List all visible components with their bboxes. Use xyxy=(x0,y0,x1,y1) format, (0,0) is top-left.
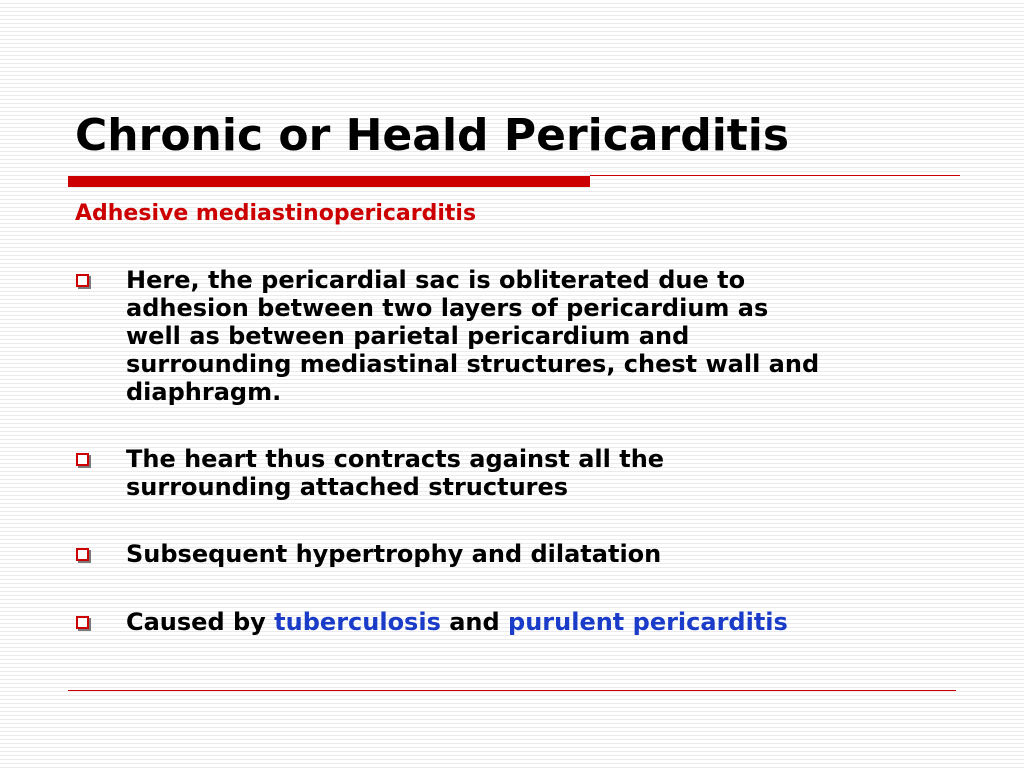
bullet-line: Here, the pericardial sac is obliterated due to xyxy=(126,266,746,294)
hollow-square-bullet-icon xyxy=(76,274,89,287)
bullet-line: The heart thus contracts against all the xyxy=(126,445,665,473)
bullet-text xyxy=(126,540,956,568)
highlighted-term: purulent pericarditis xyxy=(508,608,788,636)
bullet-text xyxy=(126,445,956,501)
bullet-line: surrounding attached structures xyxy=(126,473,569,501)
slide-subtitle: Adhesive mediastinopericarditis xyxy=(75,201,477,226)
hollow-square-bullet-icon xyxy=(76,616,89,629)
bullet-line: diaphragm. xyxy=(126,378,282,406)
bullet-text xyxy=(126,266,956,406)
footer-rule xyxy=(68,690,956,691)
bullet-line: well as between parietal pericardium and xyxy=(126,322,690,350)
slide-title: Chronic or Heald Pericarditis xyxy=(75,110,790,161)
title-underline-thin xyxy=(590,175,960,176)
bullet-text-part: Caused by xyxy=(126,608,275,636)
bullet-line: Subsequent hypertrophy and dilatation xyxy=(126,540,662,568)
bullet-line xyxy=(126,608,956,636)
hollow-square-bullet-icon xyxy=(76,453,89,466)
bullet-text xyxy=(126,608,956,636)
bullet-line: adhesion between two layers of pericardium as xyxy=(126,294,769,322)
highlighted-term: tuberculosis xyxy=(274,608,441,636)
title-underline-thick xyxy=(68,176,590,187)
hollow-square-bullet-icon xyxy=(76,548,89,561)
bullet-text-part: and xyxy=(440,608,509,636)
bullet-line: surrounding mediastinal structures, chest wall and xyxy=(126,350,820,378)
